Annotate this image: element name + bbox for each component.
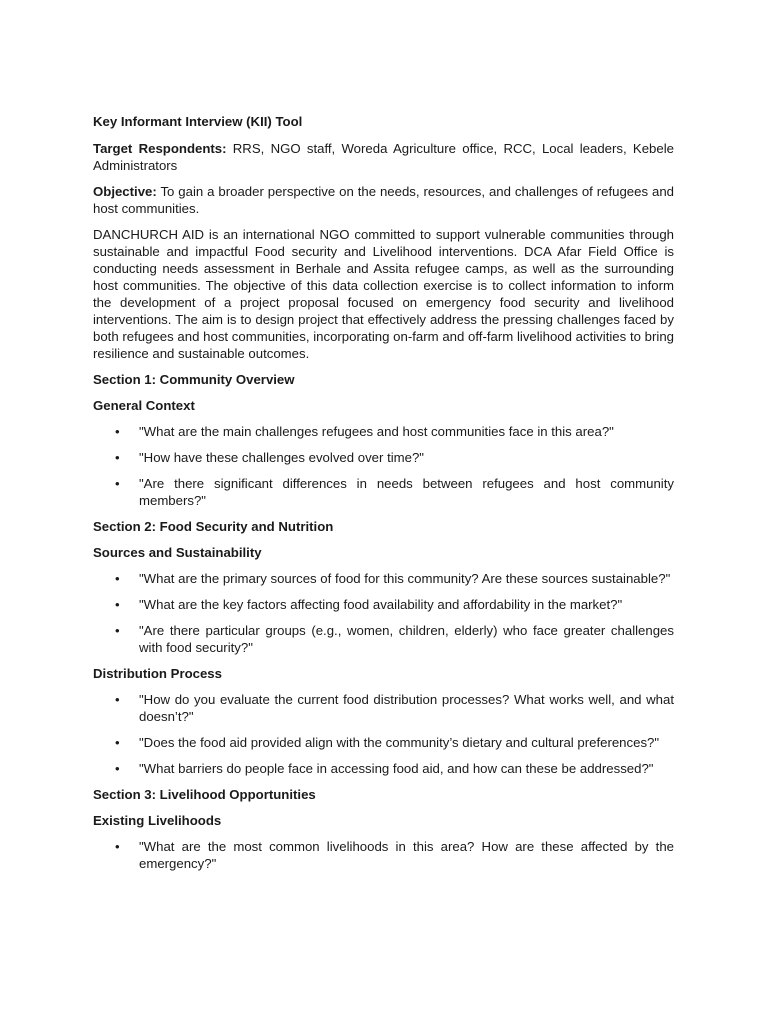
list-item: • "What barriers do people face in accessing food aid, and how can these be addressed?" [115, 761, 654, 776]
list-item: • "Are there particular groups (e.g., women, children, elderly) who face greater challenges with food security?" [115, 623, 674, 655]
section-3-heading: Section 3: Livelihood Opportunities [93, 787, 316, 802]
list-item: • "What are the most common livelihoods in this area? How are these affected by the emergency?" [115, 839, 674, 871]
distribution-process-heading: Distribution Process [93, 666, 222, 681]
objective [93, 183, 674, 217]
bullet-icon: • [115, 450, 120, 465]
existing-livelihoods-list [93, 838, 674, 872]
list-item: • "How have these challenges evolved over time?" [115, 450, 424, 465]
bullet-icon: • [115, 735, 120, 750]
general-context-heading: General Context [93, 398, 195, 413]
bullet-icon: • [115, 623, 120, 638]
target-respondents-label: Target Respondents: [93, 141, 227, 156]
section-2-heading: Section 2: Food Security and Nutrition [93, 519, 334, 534]
list-item: • "What are the key factors affecting food availability and affordability in the market?" [115, 597, 623, 612]
bullet-icon: • [115, 597, 120, 612]
target-respondents-rrs: RRS, [232, 141, 265, 156]
list-item: • "What are the primary sources of food for this community? Are these sources sustainable?" [115, 571, 671, 586]
general-context-list [93, 423, 674, 509]
target-respondents [93, 140, 674, 174]
section-1-heading: Section 1: Community Overview [93, 372, 295, 387]
sources-sustainability-heading: Sources and Sustainability [93, 545, 262, 560]
list-item: • "Does the food aid provided align with the community’s dietary and cultural preferences?" [115, 735, 660, 750]
list-item: • "What are the main challenges refugees and host communities face in this area?" [115, 424, 614, 439]
target-respondents-text: NGO staff, Woreda Agriculture office, RCC, Local leaders, Kebele Administrators [93, 141, 674, 173]
bullet-icon: • [115, 476, 120, 491]
list-item: • "Are there significant differences in needs between refugees and host community members?" [115, 476, 674, 508]
sources-sustainability-list [93, 570, 674, 656]
bullet-icon: • [115, 571, 120, 586]
intro-paragraph: DANCHURCH AID is an international NGO committed to support vulnerable communities through sustainable and impactful Food security and Livelihood interventions. DCA Afar Field Office is conducting needs assessment in Berhale and Assita refugee camps, as well as the surrounding host communities. The objective of this data collection exercise is to collect information to inform the development of a project proposal focused on emergency food security and livelihood interventions. The aim is to design project that effectively address the pressing challenges faced by both refugees and host communities, incorporating on-farm and off-farm livelihood activities to bring resilience and sustainable outcomes. [93, 227, 674, 361]
document-title: Key Informant Interview (KII) Tool [93, 114, 303, 129]
objective-text: To gain a broader perspective on the needs, resources, and challenges of refugees and host communities. [93, 184, 674, 216]
bullet-icon: • [115, 761, 120, 776]
distribution-process-list [93, 691, 674, 777]
objective-label: Objective: [93, 184, 157, 199]
bullet-icon: • [115, 692, 120, 707]
bullet-icon: • [115, 839, 120, 854]
existing-livelihoods-heading: Existing Livelihoods [93, 813, 222, 828]
list-item: • "How do you evaluate the current food distribution processes? What works well, and what doesn’t?" [115, 692, 674, 724]
bullet-icon: • [115, 424, 120, 439]
